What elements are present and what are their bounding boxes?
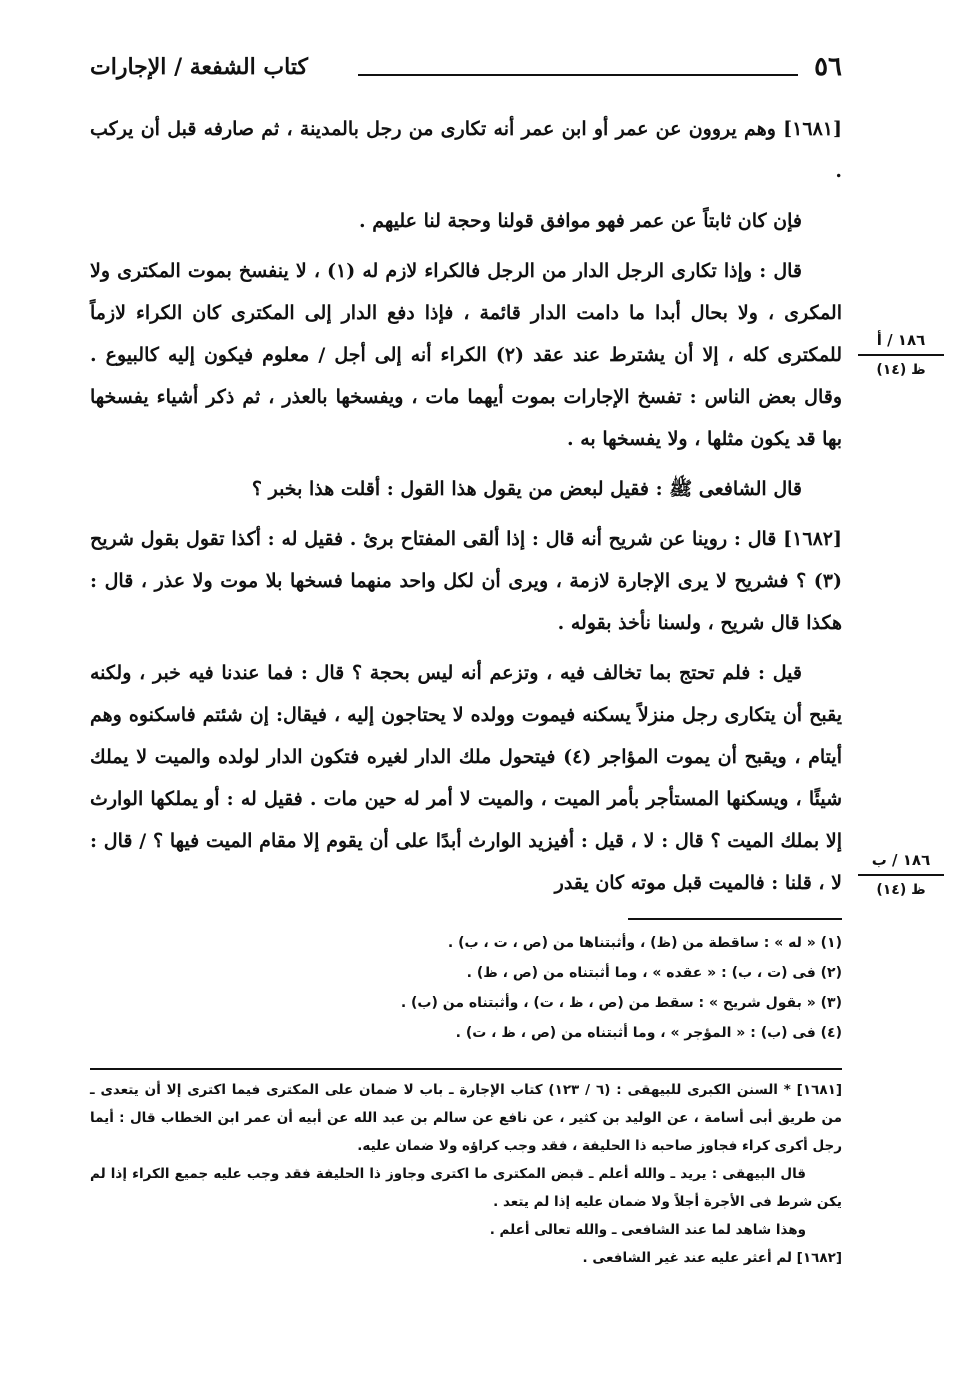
source-notes [90, 1076, 842, 1272]
folio-number: ١٨٦ / ب [858, 848, 944, 876]
source-note: وهذا شاهد لما عند الشافعى ـ والله تعالى أعلم . [489, 1222, 806, 1238]
paragraph: قال : وإذا تكارى الرجل الدار من الرجل فالكراء لازم له (١) ، لا ينفسخ بموت المكترى ولا المكرى ، ولا بحال أبدا ما دامت الدار قائمة ، فإذا دفع الدار إلى المكترى كان الكراء لازماً للمكترى كله ، إلا أن يشترط عند عقد (٢) الكراء أنه إلى أجل / معلوم فيكون إليه كالبيوع . وقال بعض الناس : تفسخ الإجارات بموت أيهما مات ، ويفسخها بالعذر ، ثم ذكر أشياء يفسخها بها قد يكون مثلها ، ولا يفسخها به . [90, 260, 842, 450]
footnote-rule [628, 918, 842, 920]
sources-rule [90, 1068, 842, 1070]
footnotes [180, 928, 842, 1048]
page-header [90, 52, 842, 96]
source-note: [١٦٨١] * السنن الكبرى للبيهقى : (٦ / ١٢٣) كتاب الإجارة ـ باب لا ضمان على المكترى فيما اكترى إلا أن يتعدى ـ من طريق أبى أسامة ، عن الوليد بن كثير ، عن نافع عن سالم بن عبد الله عن أبيه أن عمر ابن الخطاب قال : أيما رجل أكرى كراء فجاوز صاحبه ذا الحليفة ، فقد وجب كراؤه ولا ضمان عليه. [90, 1082, 842, 1154]
hadith-number: [١٦٨٢] [783, 528, 842, 550]
footnote: (٣) « بقول شريح » : سقط من (ص ، ظ ، ت) ، وأثبتناه من (ب) . [400, 995, 842, 1011]
paragraph-text: وهم يروون عن عمر أو ابن عمر أنه تكارى من رجل بالمدينة ، ثم صارفه قبل أن يركب . [90, 118, 842, 182]
header-rule [358, 74, 798, 76]
running-title: كتاب الشفعة / الإجارات [90, 54, 308, 80]
paragraph: قيل : فلم تحتج بما تخالف فيه ، وتزعم أنه ليس بحجة ؟ قال : فما عندنا فيه خبر ، ولكنه يقبح أن يتكارى رجل منزلاً يسكنه فيموت وولده لا يحتاجون إليه ، فيقال: إن شئتم فاسكنوه وهم أيتام ، ويقبح أن يموت المؤاجر (٤) فيتحول ملك الدار لغيره فتكون الدار لولده والميت لا يملك شيئًا ، ويسكنها المستأجر بأمر الميت ، والميت لا أمر له حين مات . فقيل له : أو يملكها الوارث إلا بملك الميت ؟ قال : لا ، قيل : أفيزيد الوارث أبدًا على أن يقوم إلا مقام الميت فيها ؟ / قال : لا ، قلنا : فالميت قبل موته كان يقدر [90, 662, 842, 894]
folio-number: ١٨٦ / أ [858, 328, 944, 356]
source-note: [١٦٨٢] لم أعثر عليه عند غير الشافعى . [582, 1250, 842, 1266]
footnote: (٢) فى (ت ، ب) : « عقده » ، وما أثبتناه من (ص ، ظ) . [466, 965, 842, 981]
manuscript-siglum: ظ (١٤) [876, 882, 926, 898]
margin-note-folio [858, 328, 944, 382]
hadith-number: [١٦٨١] [783, 118, 842, 140]
source-note: قال البيهقى : يريد ـ والله أعلم ـ قبض المكترى ما اكترى وجاوز ذا الحليفة فقد وجب عليه جميع الكراء إذا لم يكن شرط فى الأجرة أجلاً ولا ضمان عليه إذا لم يتعد . [90, 1166, 842, 1210]
main-text [90, 108, 842, 912]
footnote: (٤) فى (ب) : « المؤجر » ، وما أثبتناه من (ص ، ظ ، ت) . [455, 1025, 842, 1041]
paragraph-1682 [90, 518, 842, 644]
paragraph: فإن كان ثابتاً عن عمر فهو موافق قولنا وحجة لنا عليهم . [359, 210, 802, 232]
manuscript-siglum: ظ (١٤) [876, 362, 926, 378]
margin-note-folio [858, 848, 944, 902]
page-number: ٥٦ [814, 52, 842, 82]
paragraph-text: قال : روينا عن شريح أنه قال : إذا ألقى المفتاح برئ . فقيل له : أكذا تقول بقول شريح (٣) ؟ فشريح لا يرى الإجارة لازمة ، ويرى أن لكل واحد منهما فسخها بلا موت ولا عذر ، قال : هكذا قال شريح ، ولسنا نأخذ بقوله . [90, 528, 842, 634]
paragraph: قال الشافعى ﷺ : فقيل لبعض من يقول هذا القول : أقلت هذا بخبر ؟ [251, 478, 802, 500]
footnote: (١) « له » : ساقطة من (ظ) ، وأثبتناها من (ص ، ت ، ب) . [447, 935, 842, 951]
paragraph-1681 [90, 108, 842, 192]
